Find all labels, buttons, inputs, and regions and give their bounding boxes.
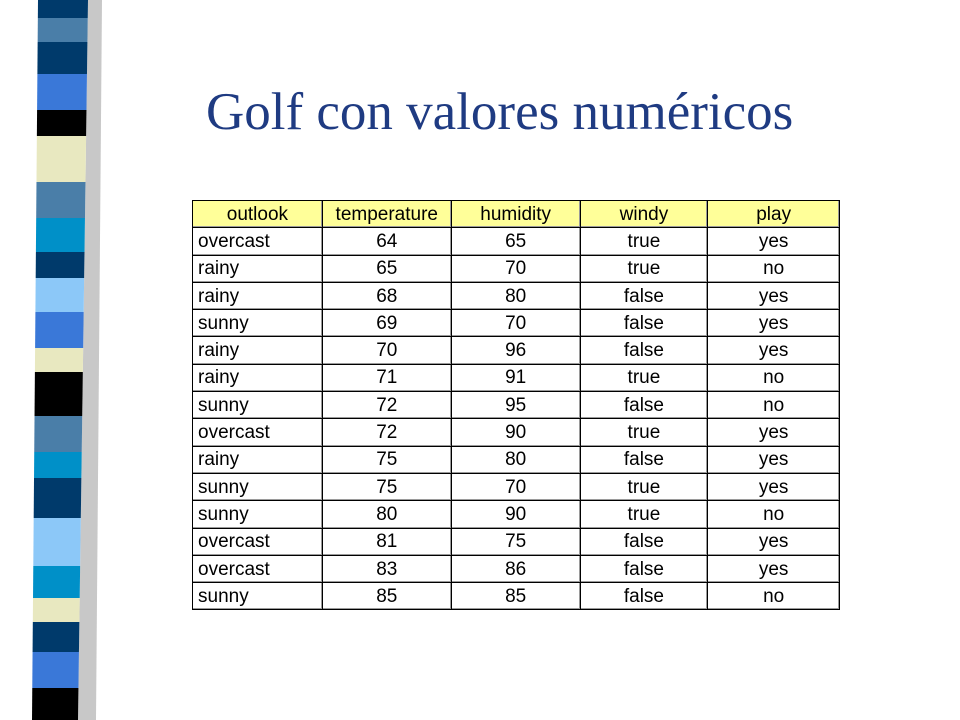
strip-block bbox=[33, 518, 81, 566]
strip-block bbox=[38, 18, 88, 42]
cell-play: yes bbox=[708, 310, 840, 337]
table-row bbox=[193, 419, 840, 446]
strip-block bbox=[34, 416, 82, 452]
cell-outlook: overcast bbox=[193, 556, 323, 583]
cell-play: no bbox=[708, 392, 840, 419]
cell-play: no bbox=[708, 365, 840, 392]
cell-outlook: sunny bbox=[193, 501, 323, 528]
cell-play: yes bbox=[708, 556, 840, 583]
cell-windy: true bbox=[581, 419, 709, 446]
cell-outlook: sunny bbox=[193, 310, 323, 337]
cell-windy: true bbox=[581, 228, 709, 255]
cell-windy: false bbox=[581, 556, 709, 583]
cell-windy: true bbox=[581, 474, 709, 501]
cell-windy: false bbox=[581, 337, 709, 364]
table-header-row bbox=[193, 201, 840, 228]
header-play: play bbox=[708, 201, 840, 228]
cell-outlook: overcast bbox=[193, 529, 323, 556]
golf-data-table bbox=[192, 200, 840, 610]
cell-windy: true bbox=[581, 256, 709, 283]
cell-humidity: 91 bbox=[452, 365, 581, 392]
cell-windy: true bbox=[581, 501, 709, 528]
cell-outlook: sunny bbox=[193, 392, 323, 419]
cell-windy: true bbox=[581, 365, 709, 392]
cell-temperature: 85 bbox=[323, 583, 452, 610]
cell-temperature: 64 bbox=[323, 228, 452, 255]
strip-block bbox=[37, 110, 87, 136]
cell-temperature: 65 bbox=[323, 256, 452, 283]
table-row bbox=[193, 365, 840, 392]
strip-block bbox=[37, 42, 87, 74]
cell-humidity: 90 bbox=[452, 501, 581, 528]
header-temperature: temperature bbox=[323, 201, 452, 228]
cell-outlook: rainy bbox=[193, 337, 323, 364]
decorative-side-strip bbox=[0, 0, 112, 720]
cell-humidity: 70 bbox=[452, 474, 581, 501]
cell-humidity: 75 bbox=[452, 529, 581, 556]
header-humidity: humidity bbox=[452, 201, 581, 228]
cell-play: yes bbox=[708, 447, 840, 474]
strip-block bbox=[33, 566, 80, 598]
cell-play: yes bbox=[708, 228, 840, 255]
cell-outlook: rainy bbox=[193, 447, 323, 474]
cell-temperature: 83 bbox=[323, 556, 452, 583]
cell-play: no bbox=[708, 583, 840, 610]
strip-block bbox=[36, 182, 85, 218]
cell-outlook: overcast bbox=[193, 419, 323, 446]
cell-outlook: overcast bbox=[193, 228, 323, 255]
header-windy: windy bbox=[581, 201, 709, 228]
strip-block bbox=[36, 218, 85, 252]
cell-windy: false bbox=[581, 529, 709, 556]
table-row bbox=[193, 447, 840, 474]
table-row bbox=[193, 474, 840, 501]
cell-humidity: 70 bbox=[452, 256, 581, 283]
cell-humidity: 96 bbox=[452, 337, 581, 364]
cell-humidity: 85 bbox=[452, 583, 581, 610]
cell-humidity: 80 bbox=[452, 283, 581, 310]
cell-play: yes bbox=[708, 419, 840, 446]
cell-humidity: 80 bbox=[452, 447, 581, 474]
cell-humidity: 90 bbox=[452, 419, 581, 446]
strip-block bbox=[38, 0, 88, 18]
table-row bbox=[193, 228, 840, 255]
table-row bbox=[193, 529, 840, 556]
cell-humidity: 95 bbox=[452, 392, 581, 419]
cell-temperature: 72 bbox=[323, 419, 452, 446]
side-strip-graphic bbox=[0, 0, 112, 720]
cell-temperature: 75 bbox=[323, 447, 452, 474]
strip-block bbox=[35, 278, 84, 312]
strip-block bbox=[36, 136, 86, 182]
cell-humidity: 70 bbox=[452, 310, 581, 337]
cell-play: yes bbox=[708, 529, 840, 556]
cell-windy: false bbox=[581, 283, 709, 310]
table-row bbox=[193, 310, 840, 337]
table-row bbox=[193, 337, 840, 364]
cell-temperature: 80 bbox=[323, 501, 452, 528]
cell-outlook: rainy bbox=[193, 256, 323, 283]
strip-block bbox=[35, 348, 83, 372]
cell-play: yes bbox=[708, 283, 840, 310]
table-body bbox=[193, 228, 840, 610]
cell-play: yes bbox=[708, 474, 840, 501]
cell-temperature: 68 bbox=[323, 283, 452, 310]
cell-outlook: rainy bbox=[193, 365, 323, 392]
table-row bbox=[193, 501, 840, 528]
strip-block bbox=[33, 598, 80, 622]
cell-outlook: sunny bbox=[193, 474, 323, 501]
table-row bbox=[193, 583, 840, 610]
cell-temperature: 70 bbox=[323, 337, 452, 364]
cell-temperature: 71 bbox=[323, 365, 452, 392]
table-row bbox=[193, 283, 840, 310]
cell-outlook: sunny bbox=[193, 583, 323, 610]
cell-temperature: 69 bbox=[323, 310, 452, 337]
table-row bbox=[193, 392, 840, 419]
cell-outlook: rainy bbox=[193, 283, 323, 310]
strip-block bbox=[36, 252, 85, 278]
cell-windy: false bbox=[581, 447, 709, 474]
cell-windy: false bbox=[581, 392, 709, 419]
strip-block bbox=[37, 74, 87, 110]
strip-block bbox=[32, 688, 78, 720]
cell-temperature: 75 bbox=[323, 474, 452, 501]
table-row bbox=[193, 256, 840, 283]
strip-block bbox=[34, 478, 82, 518]
strip-block bbox=[35, 372, 83, 416]
strip-block bbox=[32, 652, 79, 688]
strip-block bbox=[33, 622, 80, 652]
header-outlook: outlook bbox=[193, 201, 323, 228]
cell-humidity: 86 bbox=[452, 556, 581, 583]
cell-play: yes bbox=[708, 337, 840, 364]
cell-windy: false bbox=[581, 310, 709, 337]
cell-play: no bbox=[708, 256, 840, 283]
table-row bbox=[193, 556, 840, 583]
cell-humidity: 65 bbox=[452, 228, 581, 255]
strip-block bbox=[35, 312, 84, 348]
cell-temperature: 81 bbox=[323, 529, 452, 556]
slide-title: Golf con valores numéricos bbox=[206, 83, 794, 141]
cell-play: no bbox=[708, 501, 840, 528]
strip-block bbox=[34, 452, 82, 478]
cell-temperature: 72 bbox=[323, 392, 452, 419]
cell-windy: false bbox=[581, 583, 709, 610]
